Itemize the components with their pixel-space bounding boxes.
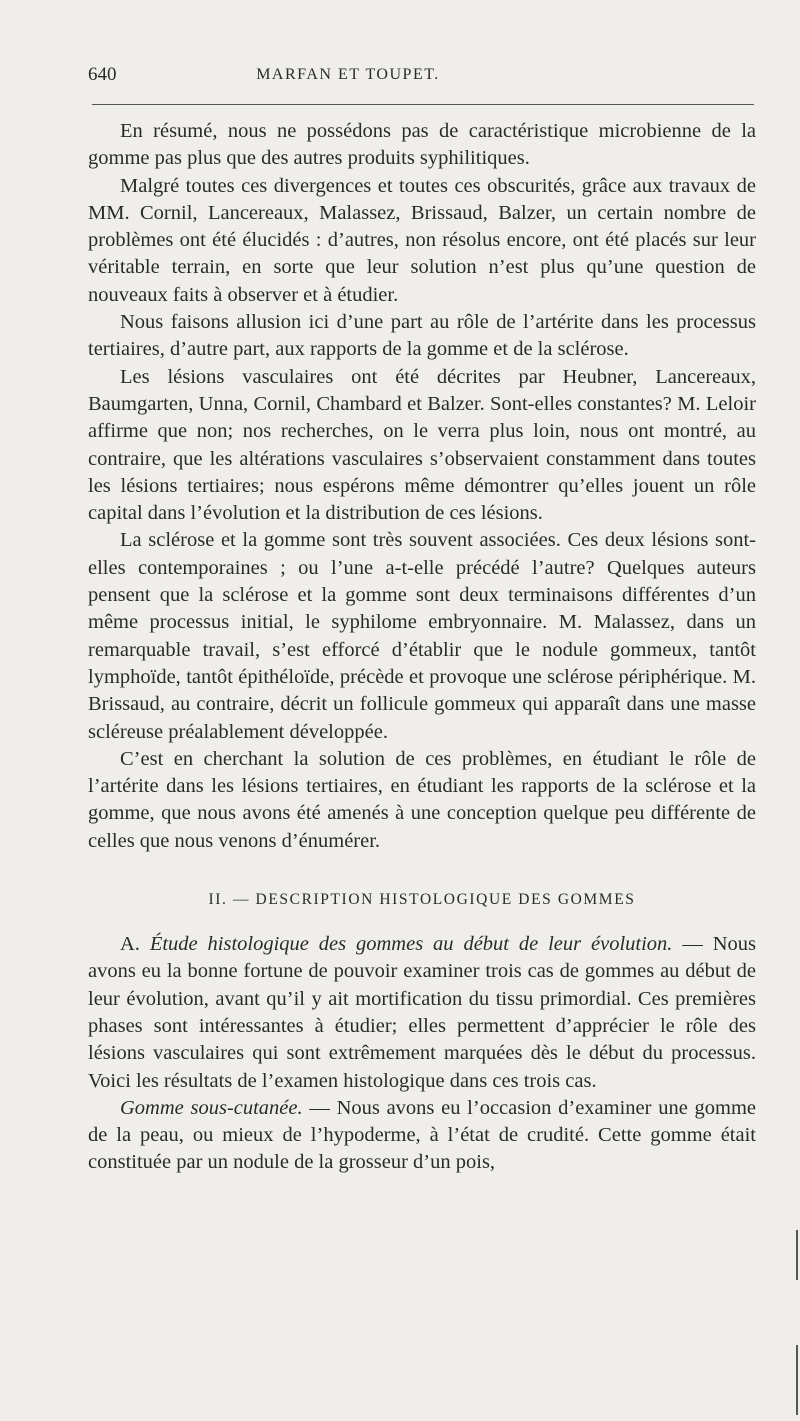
paragraph-resume: En résumé, nous ne possédons pas de caractéristique microbienne de la gomme pas plus que des autres produits syphilitiques.	[88, 120, 756, 170]
scan-edge-mark	[796, 1345, 798, 1415]
section-heading: II. — DESCRIPTION HISTOLOGIQUE DES GOMMES	[208, 891, 636, 909]
running-head	[88, 64, 756, 92]
paragraph-allusion: Nous faisons allusion ici d’une part au rôle de l’artérite dans les processus tertiaires, d’autre part, aux rapports de la gomme et de la sclérose.	[88, 311, 756, 361]
running-title: MARFAN ET TOUPET.	[256, 66, 440, 83]
paragraph-lesions-vasculaires: Les lésions vasculaires ont été décrites par Heubner, Lancereaux, Baumgarten, Unna, Cornil, Chambard et Balzer. Sont-elles constantes? M. Leloir affirme que non; nos recherches, on le verra plus loin, nous ont montré, au contraire, que les altérations vasculaires s’observaient constamment dans toutes les lésions tertiaires; nous espérons même démontrer qu’elles jouent un rôle capital dans l’évolution et la distribution de ces lésions.	[88, 365, 756, 525]
book-page	[88, 0, 756, 1421]
page-number: 640	[88, 64, 117, 85]
paragraph-conception: C’est en cherchant la solution de ces problèmes, en étudiant le rôle de l’artérite dans les lésions tertiaires, en étudiant les rapports de la sclérose et la gomme, que nous avons été amenés à une conception quelque peu différente de celles que nous venons d’énumérer.	[88, 747, 756, 852]
header-rule	[92, 104, 754, 105]
subsection-a-prefix: A.	[120, 933, 140, 956]
paragraph-etude-histologique	[88, 931, 756, 1095]
subsection-b-title: Gomme sous-cutanée.	[120, 1096, 303, 1119]
body-text	[88, 118, 756, 1177]
paragraph-sclerose-gomme: La sclérose et la gomme sont très souvent associées. Ces deux lésions sont-elles contemporaines ; ou l’une a-t-elle précédé l’autre? Quelques auteurs pensent que la sclérose et la gomme sont deux terminaisons différentes d’un même processus initial, le syphilome embryonnaire. M. Malassez, dans un remarquable travail, s’est efforcé d’établir que le nodule gommeux, tantôt lymphoïde, tantôt épithéloïde, précède et provoque une sclérose périphérique. M. Brissaud, au contraire, décrit un follicule gommeux qui apparaît dans une masse scléreuse préalablement développée.	[88, 529, 756, 743]
scan-edge-mark	[796, 1230, 798, 1280]
subsection-b-text: — Nous avons eu l’occasion d’examiner une gomme de la peau, ou mieux de l’hypoderme, à l’état de crudité. Cette gomme était constituée par un nodule de la grosseur d’un pois,	[88, 1096, 756, 1174]
paragraph-divergences: Malgré toutes ces divergences et toutes ces obscurités, grâce aux travaux de MM. Cornil, Lancereaux, Malassez, Brissaud, Balzer, un certain nombre de problèmes ont été élucidés : d’autres, non résolus encore, ont été placés sur leur véritable terrain, en sorte que leur solution n’est plus qu’une question de nouveaux faits à observer et à étudier.	[88, 174, 756, 306]
subsection-a-title: Étude histologique des gommes au début de leur évolution.	[149, 933, 673, 956]
subsection-a-text: — Nous avons eu la bonne fortune de pouvoir examiner trois cas de gommes au début de leur évolution, avant qu’il y ait mortification du tissu primordial. Ces premières phases sont intéressantes à étudier; elles permettent d’apprécier le rôle des lésions vasculaires qui sont extrêmement marquées dès le début du processus. Voici les résultats de l’examen histologique dans ces trois cas.	[88, 933, 756, 1092]
paragraph-gomme-sous-cutanee	[88, 1095, 756, 1177]
